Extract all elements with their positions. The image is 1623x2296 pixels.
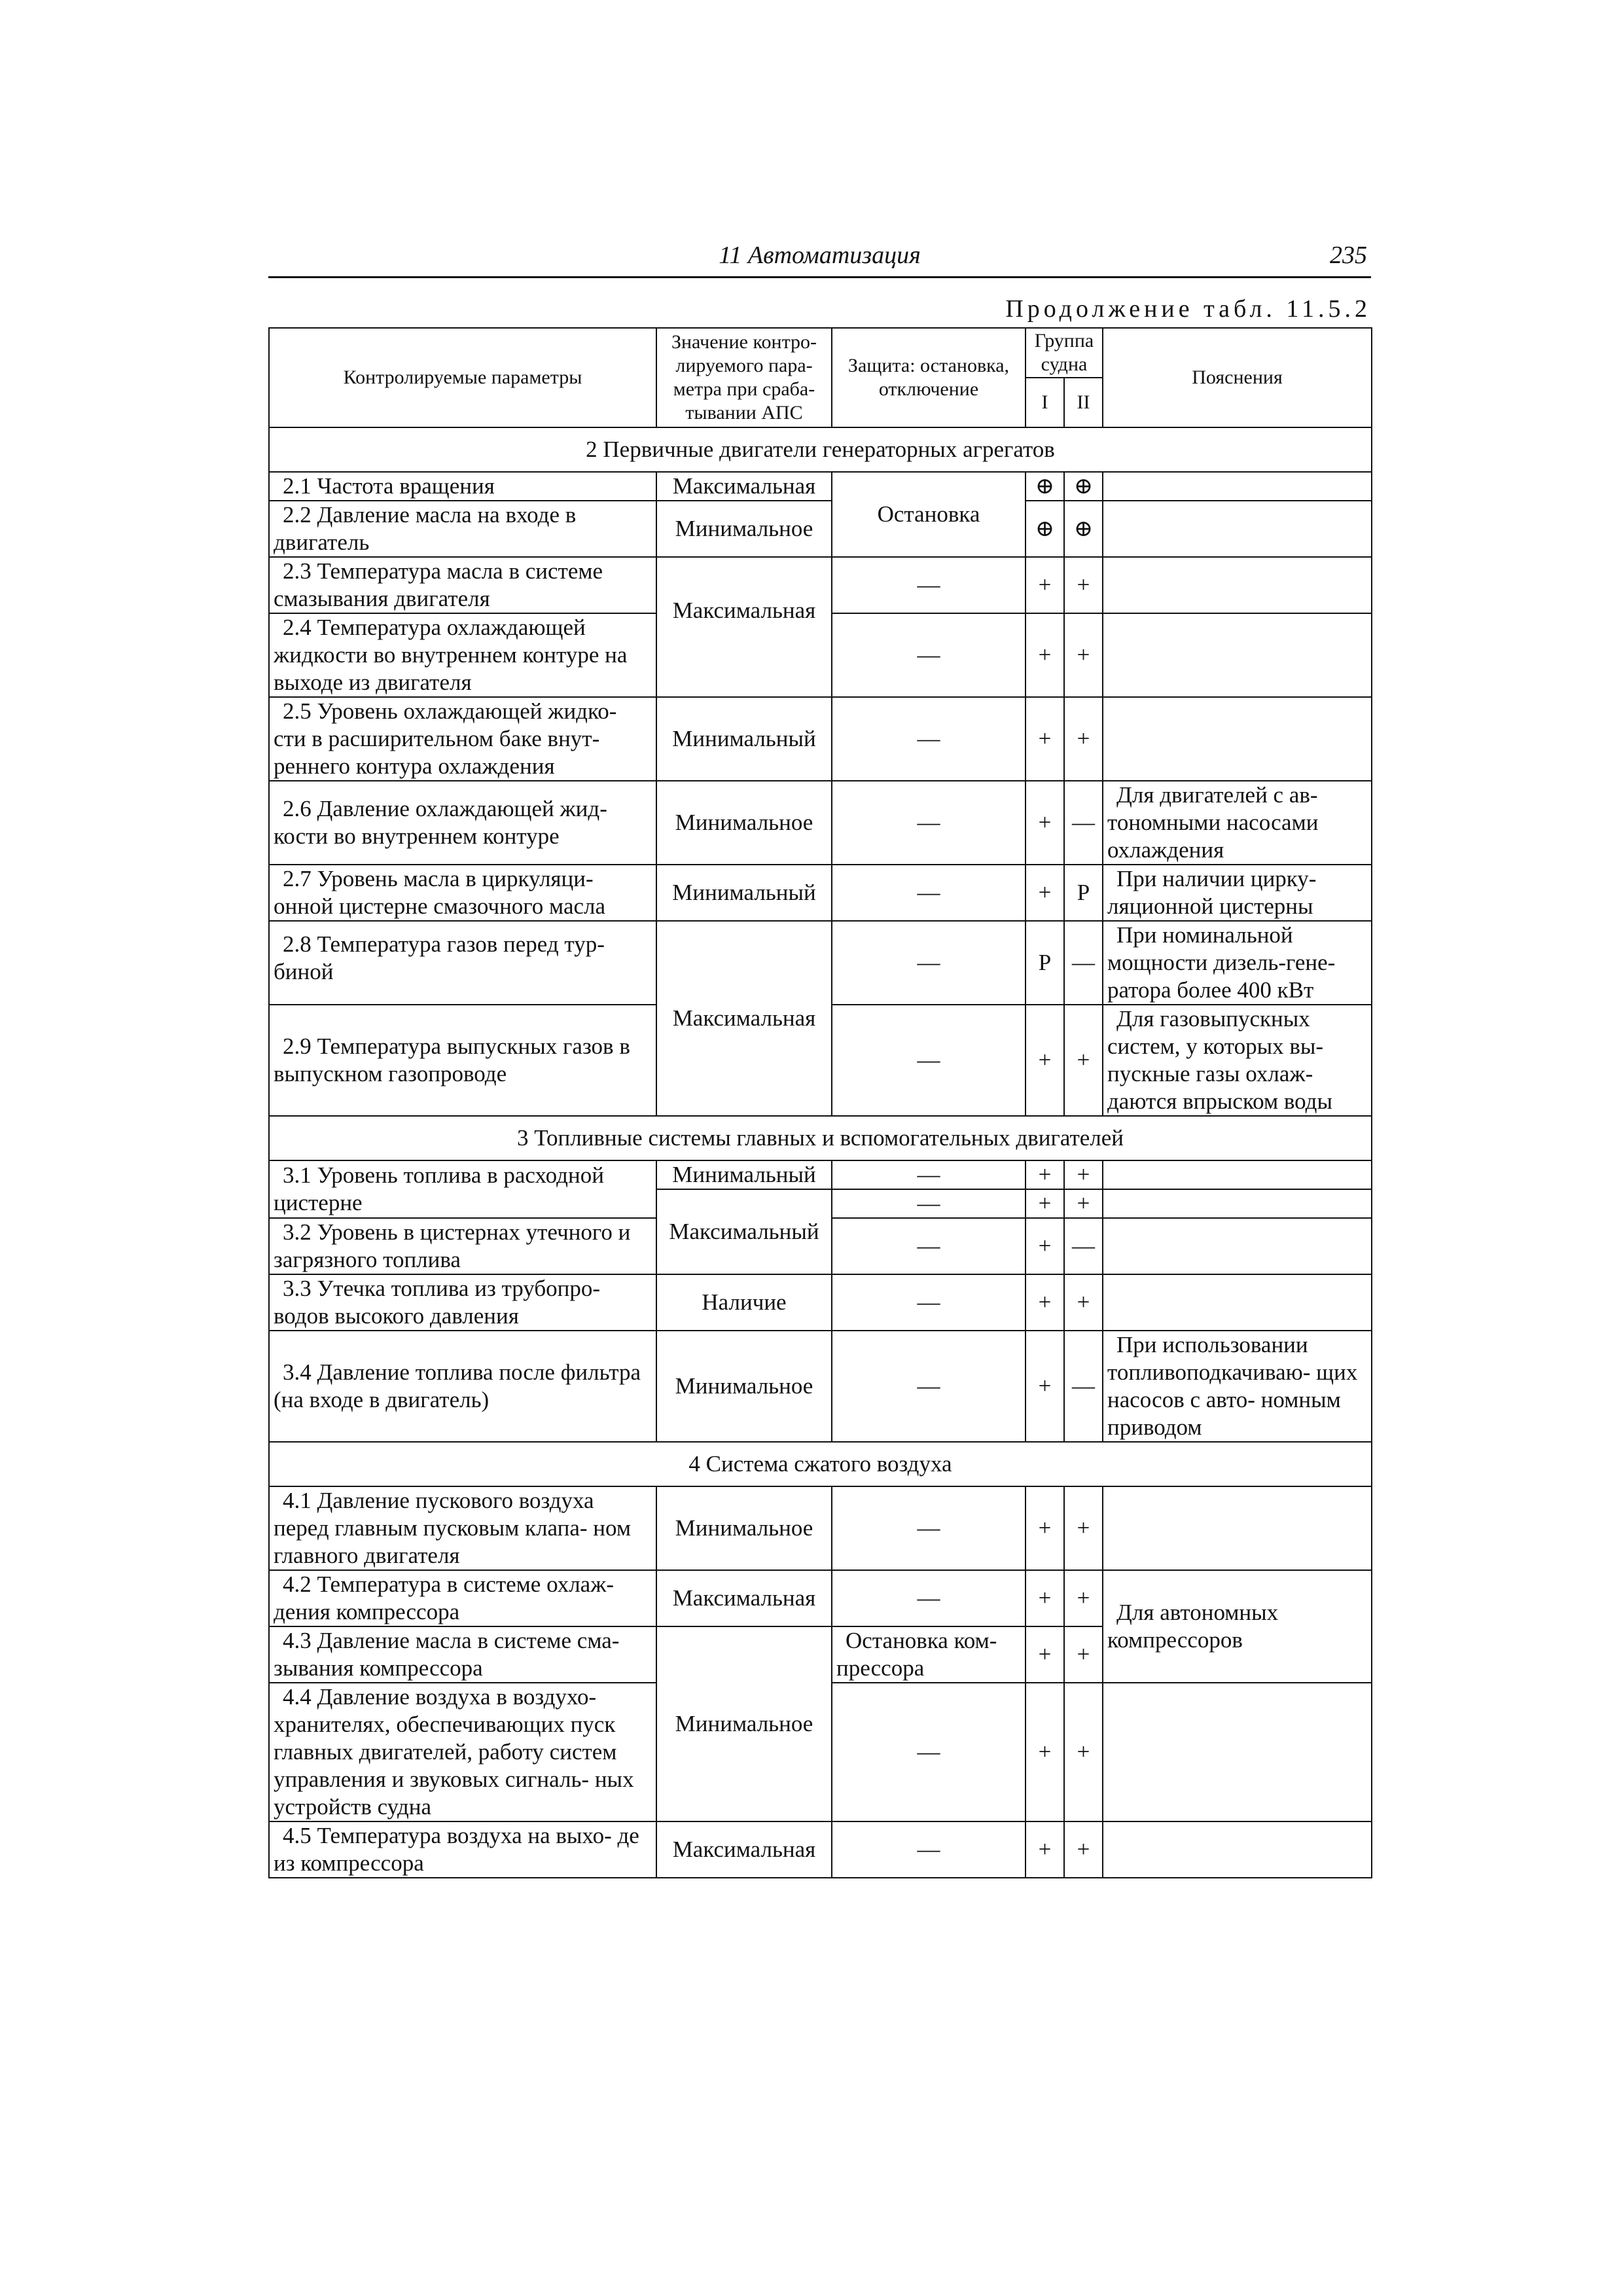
group-2-cell: + bbox=[1064, 1274, 1103, 1331]
group-1-cell: + bbox=[1026, 1189, 1064, 1218]
group-1-cell: ⊕ bbox=[1026, 472, 1064, 501]
protection-cell: Остановка bbox=[832, 472, 1026, 557]
note-cell bbox=[1103, 501, 1372, 557]
protection-cell: — bbox=[832, 1160, 1026, 1189]
param-cell: 2.3 Температура масла в системе смазывания двигателя bbox=[269, 557, 656, 613]
param-cell: 4.3 Давление масла в системе сма- зывания компрессора bbox=[269, 1626, 656, 1683]
group-1-cell: ⊕ bbox=[1026, 501, 1064, 557]
group-1-cell: + bbox=[1026, 1005, 1064, 1116]
group-1-cell: + bbox=[1026, 1331, 1064, 1442]
protection-cell: — bbox=[832, 613, 1026, 697]
group-2-cell: + bbox=[1064, 1683, 1103, 1821]
group-2-cell: ⊕ bbox=[1064, 472, 1103, 501]
group-1-cell: + bbox=[1026, 1626, 1064, 1683]
table-row bbox=[269, 1570, 1372, 1626]
protection-cell: — bbox=[832, 781, 1026, 865]
value-cell: Минимальное bbox=[656, 1626, 832, 1821]
protection-cell: — bbox=[832, 1821, 1026, 1878]
table-row bbox=[269, 1821, 1372, 1878]
param-cell: 2.7 Уровень масла в циркуляци- онной цистерне смазочного масла bbox=[269, 865, 656, 921]
param-cell: 2.5 Уровень охлаждающей жидко- сти в расширительном баке внут- реннего контура охлаждения bbox=[269, 697, 656, 781]
protection-cell: — bbox=[832, 1331, 1026, 1442]
note-cell bbox=[1103, 1274, 1372, 1331]
group-2-cell: — bbox=[1064, 921, 1103, 1005]
table-row bbox=[269, 865, 1372, 921]
note-cell bbox=[1103, 1189, 1372, 1218]
note-cell: При наличии цирку- ляционной цистерны bbox=[1103, 865, 1372, 921]
param-cell: 3.3 Утечка топлива из трубопро- водов высокого давления bbox=[269, 1274, 656, 1331]
group-2-cell: + bbox=[1064, 1486, 1103, 1570]
protection-cell: — bbox=[832, 697, 1026, 781]
protection-cell: Остановка ком- прессора bbox=[832, 1626, 1026, 1683]
param-cell: 4.2 Температура в системе охлаж- дения компрессора bbox=[269, 1570, 656, 1626]
value-cell: Минимальное bbox=[656, 501, 832, 557]
page-number: 235 bbox=[1330, 242, 1367, 269]
table-row bbox=[269, 1331, 1372, 1442]
group-2-cell: Р bbox=[1064, 865, 1103, 921]
param-cell: 3.2 Уровень в цистернах утечного и загрязного топлива bbox=[269, 1218, 656, 1274]
param-cell: 2.8 Температура газов перед тур- биной bbox=[269, 921, 656, 1005]
param-cell: 4.5 Температура воздуха на выхо- де из компрессора bbox=[269, 1821, 656, 1878]
section-heading: 2 Первичные двигатели генераторных агрегатов bbox=[269, 427, 1372, 472]
table-row bbox=[269, 557, 1372, 613]
group-1-cell: + bbox=[1026, 1570, 1064, 1626]
group-2-cell: — bbox=[1064, 1331, 1103, 1442]
protection-cell: — bbox=[832, 1005, 1026, 1116]
header-protection: Защита: остановка, отключение bbox=[832, 328, 1026, 427]
param-cell: 2.4 Температура охлаждающей жидкости во внутреннем контуре на выходе из двигателя bbox=[269, 613, 656, 697]
group-1-cell: + bbox=[1026, 1218, 1064, 1274]
param-cell: 2.9 Температура выпускных газов в выпускном газопроводе bbox=[269, 1005, 656, 1116]
running-head-section: 11 Автоматизация bbox=[719, 242, 921, 269]
note-cell: Для автономных компрессоров bbox=[1103, 1570, 1372, 1683]
group-2-cell: + bbox=[1064, 1821, 1103, 1878]
group-2-cell: + bbox=[1064, 697, 1103, 781]
protection-cell: — bbox=[832, 865, 1026, 921]
table-row bbox=[269, 472, 1372, 501]
group-2-cell: + bbox=[1064, 1189, 1103, 1218]
note-cell: Для двигателей с ав- тономными насосами охлаждения bbox=[1103, 781, 1372, 865]
running-head bbox=[268, 238, 1371, 278]
param-cell: 4.4 Давление воздуха в воздухо- хранителях, обеспечивающих пуск главных двигателей, работу систем управления и звуковых сигналь- ных устройств судна bbox=[269, 1683, 656, 1821]
protection-cell: — bbox=[832, 1570, 1026, 1626]
group-1-cell: + bbox=[1026, 557, 1064, 613]
protection-cell: — bbox=[832, 1218, 1026, 1274]
param-cell: 2.2 Давление масла на входе в двигатель bbox=[269, 501, 656, 557]
group-2-cell: — bbox=[1064, 781, 1103, 865]
header-value: Значение контро- лируемого пара- метра при сраба- тывании АПС bbox=[656, 328, 832, 427]
value-cell: Минимальное bbox=[656, 1486, 832, 1570]
value-cell: Минимальный bbox=[656, 1160, 832, 1189]
value-cell: Минимальный bbox=[656, 865, 832, 921]
note-cell bbox=[1103, 1683, 1372, 1821]
note-cell bbox=[1103, 697, 1372, 781]
table-continuation-caption: Продолжение табл. 11.5.2 bbox=[1005, 295, 1371, 323]
group-1-cell: + bbox=[1026, 613, 1064, 697]
section-heading: 3 Топливные системы главных и вспомогательных двигателей bbox=[269, 1116, 1372, 1160]
note-cell: Для газовыпускных систем, у которых вы- пускные газы охлаж- даются впрыском воды bbox=[1103, 1005, 1372, 1116]
header-notes: Пояснения bbox=[1103, 328, 1372, 427]
group-1-cell: + bbox=[1026, 1683, 1064, 1821]
value-cell: Максимальная bbox=[656, 1570, 832, 1626]
note-cell bbox=[1103, 1218, 1372, 1274]
value-cell: Максимальная bbox=[656, 557, 832, 697]
param-cell: 2.1 Частота вращения bbox=[269, 472, 656, 501]
automation-parameters-table bbox=[268, 327, 1372, 1878]
value-cell: Наличие bbox=[656, 1274, 832, 1331]
value-cell: Максимальная bbox=[656, 921, 832, 1116]
note-cell bbox=[1103, 1160, 1372, 1189]
group-2-cell: + bbox=[1064, 1570, 1103, 1626]
group-1-cell: + bbox=[1026, 1486, 1064, 1570]
group-1-cell: + bbox=[1026, 697, 1064, 781]
value-cell: Минимальное bbox=[656, 781, 832, 865]
value-cell: Минимальное bbox=[656, 1331, 832, 1442]
protection-cell: — bbox=[832, 1683, 1026, 1821]
note-cell: При использовании топливоподкачиваю- щих насосов с авто- номным приводом bbox=[1103, 1331, 1372, 1442]
table-row bbox=[269, 1274, 1372, 1331]
note-cell bbox=[1103, 613, 1372, 697]
group-1-cell: + bbox=[1026, 781, 1064, 865]
table-row bbox=[269, 697, 1372, 781]
group-1-cell: + bbox=[1026, 1821, 1064, 1878]
protection-cell: — bbox=[832, 557, 1026, 613]
param-cell: 3.4 Давление топлива после фильтра (на входе в двигатель) bbox=[269, 1331, 656, 1442]
value-cell: Максимальная bbox=[656, 472, 832, 501]
group-1-cell: + bbox=[1026, 1160, 1064, 1189]
group-2-cell: + bbox=[1064, 1626, 1103, 1683]
header-group-1: I bbox=[1026, 378, 1064, 427]
note-cell bbox=[1103, 1821, 1372, 1878]
header-param: Контролируемые параметры bbox=[269, 328, 656, 427]
group-2-cell: + bbox=[1064, 613, 1103, 697]
note-cell bbox=[1103, 1486, 1372, 1570]
group-1-cell: + bbox=[1026, 1274, 1064, 1331]
group-2-cell: + bbox=[1064, 1160, 1103, 1189]
note-cell bbox=[1103, 557, 1372, 613]
group-2-cell: + bbox=[1064, 557, 1103, 613]
protection-cell: — bbox=[832, 1274, 1026, 1331]
value-cell: Минимальный bbox=[656, 697, 832, 781]
section-heading: 4 Система сжатого воздуха bbox=[269, 1442, 1372, 1486]
group-2-cell: — bbox=[1064, 1218, 1103, 1274]
value-cell: Максимальный bbox=[656, 1189, 832, 1274]
group-2-cell: ⊕ bbox=[1064, 501, 1103, 557]
table-row bbox=[269, 781, 1372, 865]
value-cell: Максимальная bbox=[656, 1821, 832, 1878]
protection-cell: — bbox=[832, 921, 1026, 1005]
table-row bbox=[269, 501, 1372, 557]
table-row bbox=[269, 1160, 1372, 1189]
note-cell bbox=[1103, 472, 1372, 501]
param-cell: 4.1 Давление пускового воздуха перед главным пусковым клапа- ном главного двигателя bbox=[269, 1486, 656, 1570]
param-cell: 3.1 Уровень топлива в расходной цистерне bbox=[269, 1160, 656, 1218]
protection-cell: — bbox=[832, 1189, 1026, 1218]
group-2-cell: + bbox=[1064, 1005, 1103, 1116]
param-cell: 2.6 Давление охлаждающей жид- кости во внутреннем контуре bbox=[269, 781, 656, 865]
protection-cell: — bbox=[832, 1486, 1026, 1570]
header-group: Группа судна bbox=[1026, 328, 1103, 378]
table-row bbox=[269, 1486, 1372, 1570]
group-1-cell: + bbox=[1026, 865, 1064, 921]
table-row bbox=[269, 921, 1372, 1005]
group-1-cell: Р bbox=[1026, 921, 1064, 1005]
note-cell: При номинальной мощности дизель-гене- ратора более 400 кВт bbox=[1103, 921, 1372, 1005]
header-group-2: II bbox=[1064, 378, 1103, 427]
